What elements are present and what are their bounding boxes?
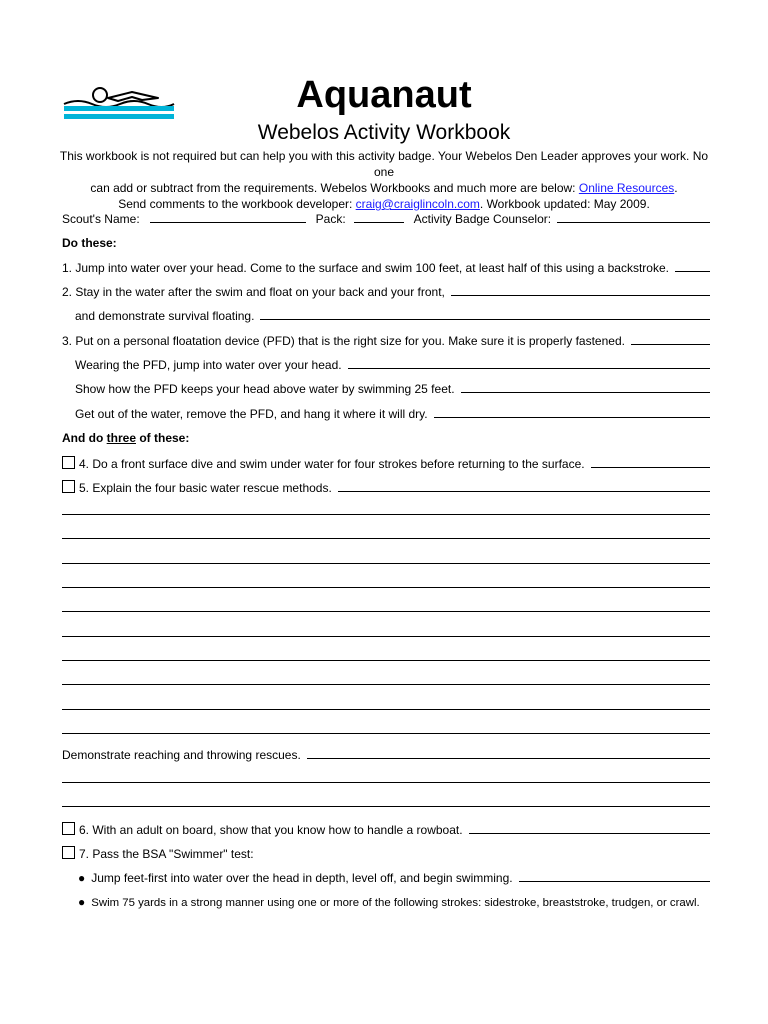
heading-suffix: of these: — [136, 431, 190, 445]
requirement-1 — [62, 260, 710, 276]
requirement-3c — [75, 406, 710, 422]
requirement-4-signoff[interactable] — [591, 456, 710, 468]
page-title: Aquanaut — [296, 74, 472, 116]
requirement-7-bullet-2 — [78, 894, 710, 911]
intro-line-3-end: . Workbook updated: May 2009. — [479, 197, 650, 211]
checkbox-icon[interactable] — [62, 480, 75, 493]
scout-info-row — [62, 211, 710, 227]
answer-line[interactable] — [62, 709, 710, 710]
requirement-5-signoff[interactable] — [338, 480, 710, 492]
requirement-7-text: 7. Pass the BSA "Swimmer" test: — [79, 847, 254, 861]
pack-field[interactable] — [354, 211, 404, 223]
requirement-2b-signoff[interactable] — [260, 308, 710, 320]
requirement-3b — [75, 381, 710, 397]
checkbox-icon[interactable] — [62, 456, 75, 469]
answer-line[interactable] — [62, 806, 710, 807]
counselor-field[interactable] — [557, 211, 710, 223]
checkbox-icon[interactable] — [62, 846, 75, 859]
developer-email-link[interactable]: craig@craiglincoln.com — [355, 197, 480, 211]
requirement-3b-text: Show how the PFD keeps your head above water by swimming 25 feet. — [75, 382, 455, 396]
online-resources-link[interactable]: Online Resources — [578, 181, 675, 195]
requirement-2-signoff[interactable] — [451, 284, 710, 296]
do-these-label: Do these: — [62, 236, 117, 250]
requirement-1-signoff[interactable] — [675, 260, 710, 272]
demonstrate-rescues — [62, 747, 710, 763]
requirement-2b-text: and demonstrate survival floating. — [75, 309, 255, 323]
requirement-3b-signoff[interactable] — [461, 381, 710, 393]
answer-line[interactable] — [62, 660, 710, 661]
requirement-4-text: 4. Do a front surface dive and swim under water for four strokes before returning to the surface. — [79, 457, 585, 471]
heading-prefix: And do — [62, 431, 107, 445]
intro-paragraph — [50, 148, 718, 212]
demonstrate-rescues-signoff[interactable] — [307, 747, 710, 759]
bullet-1-signoff[interactable] — [519, 870, 710, 882]
requirement-3c-text: Get out of the water, remove the PFD, and hang it where it will dry. — [75, 407, 428, 421]
requirement-6 — [62, 821, 710, 838]
pack-label: Pack: — [315, 212, 346, 226]
requirement-3a-text: Wearing the PFD, jump into water over your head. — [75, 358, 342, 372]
bullet-icon: ● — [78, 871, 86, 885]
requirement-2b — [75, 308, 710, 324]
requirement-7-bullet-1 — [78, 870, 710, 886]
requirement-4 — [62, 455, 710, 472]
answer-line[interactable] — [62, 782, 710, 783]
bullet-icon: ● — [78, 895, 86, 909]
intro-line-2-text: can add or subtract from the requirements. Webelos Workbooks and much more are below: — [90, 181, 579, 195]
section-three-of-these-heading — [62, 430, 710, 446]
requirement-6-text: 6. With an adult on board, show that you know how to handle a rowboat. — [79, 823, 463, 837]
requirement-5-text: 5. Explain the four basic water rescue methods. — [79, 481, 332, 495]
counselor-label: Activity Badge Counselor: — [413, 212, 552, 226]
answer-line[interactable] — [62, 538, 710, 539]
requirement-3a-signoff[interactable] — [348, 357, 710, 369]
requirement-3c-signoff[interactable] — [434, 406, 710, 418]
intro-line-2 — [50, 180, 718, 196]
answer-line[interactable] — [62, 733, 710, 734]
demonstrate-rescues-text: Demonstrate reaching and throwing rescues. — [62, 748, 301, 762]
intro-line-2-end: . — [674, 181, 678, 195]
requirement-7 — [62, 845, 710, 862]
intro-line-3-text: Send comments to the workbook developer: — [118, 197, 356, 211]
answer-line[interactable] — [62, 563, 710, 564]
requirement-1-text: 1. Jump into water over your head. Come to the surface and swim 100 feet, at least half of this using a backstroke. — [62, 261, 669, 275]
answer-line[interactable] — [62, 587, 710, 588]
scout-name-field[interactable] — [150, 211, 306, 223]
bullet-2-text: Swim 75 yards in a strong manner using one or more of the following strokes: sidestroke, breaststroke, trudgen, or crawl. — [91, 897, 700, 909]
requirement-3-signoff[interactable] — [631, 333, 710, 345]
requirement-3 — [62, 333, 710, 349]
page-subtitle: Webelos Activity Workbook — [257, 121, 511, 144]
requirement-3a — [75, 357, 710, 373]
checkbox-icon[interactable] — [62, 822, 75, 835]
answer-line[interactable] — [62, 636, 710, 637]
intro-line-3 — [50, 196, 718, 212]
section-do-these-heading — [62, 235, 710, 251]
scout-name-label: Scout's Name: — [62, 212, 140, 226]
heading-three: three — [106, 431, 136, 445]
answer-line[interactable] — [62, 611, 710, 612]
requirement-2-text: 2. Stay in the water after the swim and float on your back and your front, — [62, 285, 445, 299]
intro-line-1: This workbook is not required but can help you with this activity badge. Your Webelos Den Leader approves your work. No one — [59, 149, 709, 179]
requirement-5 — [62, 479, 710, 496]
requirement-2 — [62, 284, 710, 300]
requirement-6-signoff[interactable] — [469, 822, 710, 834]
answer-line[interactable] — [62, 514, 710, 515]
answer-line[interactable] — [62, 684, 710, 685]
bullet-1-text: Jump feet-first into water over the head in depth, level off, and begin swimming. — [91, 871, 513, 885]
requirement-3-text: 3. Put on a personal floatation device (PFD) that is the right size for you. Make sure it is properly fastened. — [62, 334, 625, 348]
